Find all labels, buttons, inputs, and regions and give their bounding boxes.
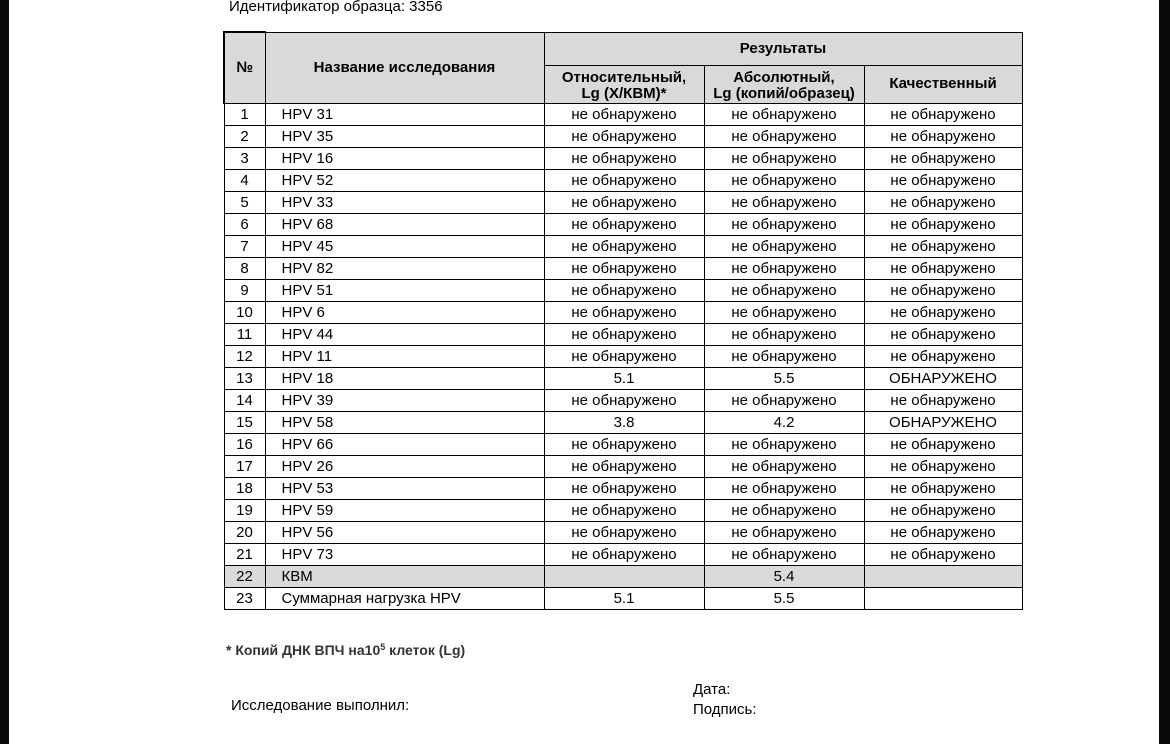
header-absolute (704, 65, 864, 103)
row-num: 1 (224, 103, 265, 125)
row-relative: не обнаружено (544, 279, 704, 301)
row-name: HPV 51 (265, 279, 544, 301)
row-name: HPV 52 (265, 169, 544, 191)
table-row (224, 257, 1022, 279)
row-name: HPV 39 (265, 389, 544, 411)
row-absolute: 5.4 (704, 565, 864, 587)
table-row (224, 455, 1022, 477)
row-absolute: 5.5 (704, 587, 864, 609)
row-relative: не обнаружено (544, 477, 704, 499)
table-body (224, 103, 1022, 609)
row-absolute: не обнаружено (704, 433, 864, 455)
row-relative: не обнаружено (544, 543, 704, 565)
row-num: 5 (224, 191, 265, 213)
row-num: 14 (224, 389, 265, 411)
row-num: 3 (224, 147, 265, 169)
table-row (224, 389, 1022, 411)
row-relative: не обнаружено (544, 345, 704, 367)
row-relative: не обнаружено (544, 521, 704, 543)
row-qualitative: не обнаружено (864, 213, 1022, 235)
row-qualitative: не обнаружено (864, 257, 1022, 279)
sample-id: Идентификатор образца: 3356 (229, 0, 443, 15)
row-qualitative: не обнаружено (864, 345, 1022, 367)
row-name: HPV 26 (265, 455, 544, 477)
row-absolute: не обнаружено (704, 323, 864, 345)
row-relative: не обнаружено (544, 301, 704, 323)
row-name: HPV 82 (265, 257, 544, 279)
header-name: Название исследования (265, 32, 544, 103)
table-row (224, 477, 1022, 499)
table-row (224, 169, 1022, 191)
results-table (223, 31, 1023, 610)
row-absolute: не обнаружено (704, 147, 864, 169)
row-absolute: не обнаружено (704, 455, 864, 477)
row-qualitative: не обнаружено (864, 455, 1022, 477)
row-qualitative: не обнаружено (864, 499, 1022, 521)
row-relative: не обнаружено (544, 125, 704, 147)
row-absolute: не обнаружено (704, 543, 864, 565)
table-row (224, 543, 1022, 565)
row-relative: не обнаружено (544, 499, 704, 521)
row-relative: 5.1 (544, 367, 704, 389)
row-relative: не обнаружено (544, 235, 704, 257)
row-num: 6 (224, 213, 265, 235)
row-name: HPV 45 (265, 235, 544, 257)
row-qualitative: не обнаружено (864, 279, 1022, 301)
row-name: Суммарная нагрузка HPV (265, 587, 544, 609)
row-absolute: не обнаружено (704, 389, 864, 411)
row-num: 9 (224, 279, 265, 301)
row-name: HPV 11 (265, 345, 544, 367)
row-name: HPV 18 (265, 367, 544, 389)
row-relative: не обнаружено (544, 191, 704, 213)
row-absolute: не обнаружено (704, 191, 864, 213)
row-relative: не обнаружено (544, 169, 704, 191)
row-num: 18 (224, 477, 265, 499)
row-relative (544, 565, 704, 587)
row-qualitative: не обнаружено (864, 103, 1022, 125)
row-num: 2 (224, 125, 265, 147)
row-qualitative: не обнаружено (864, 147, 1022, 169)
table-row (224, 499, 1022, 521)
row-absolute: не обнаружено (704, 279, 864, 301)
header-num: № (224, 32, 265, 103)
row-name: HPV 68 (265, 213, 544, 235)
table-row (224, 103, 1022, 125)
header-absolute-unit: Lg (копий/образец) (713, 84, 855, 102)
table-row (224, 147, 1022, 169)
row-num: 13 (224, 367, 265, 389)
header-qualitative: Качественный (864, 65, 1022, 103)
header-relative (544, 65, 704, 103)
header-results: Результаты (544, 32, 1022, 65)
performed-by-label: Исследование выполнил: (231, 697, 410, 714)
table-row (224, 279, 1022, 301)
row-absolute: не обнаружено (704, 103, 864, 125)
table-row (224, 433, 1022, 455)
row-name: КВМ (265, 565, 544, 587)
row-relative: не обнаружено (544, 389, 704, 411)
row-qualitative: не обнаружено (864, 191, 1022, 213)
row-relative: не обнаружено (544, 323, 704, 345)
table-row (224, 191, 1022, 213)
row-name: HPV 16 (265, 147, 544, 169)
row-num: 20 (224, 521, 265, 543)
row-absolute: не обнаружено (704, 213, 864, 235)
footnote (226, 642, 465, 658)
row-absolute: 5.5 (704, 367, 864, 389)
row-qualitative: не обнаружено (864, 521, 1022, 543)
row-qualitative (864, 587, 1022, 609)
row-absolute: 4.2 (704, 411, 864, 433)
row-qualitative: ОБНАРУЖЕНО (864, 367, 1022, 389)
row-num: 15 (224, 411, 265, 433)
row-qualitative: не обнаружено (864, 125, 1022, 147)
table-row (224, 521, 1022, 543)
row-absolute: не обнаружено (704, 169, 864, 191)
row-relative: не обнаружено (544, 147, 704, 169)
row-name: HPV 44 (265, 323, 544, 345)
row-qualitative: не обнаружено (864, 477, 1022, 499)
row-num: 7 (224, 235, 265, 257)
row-name: HPV 31 (265, 103, 544, 125)
row-num: 21 (224, 543, 265, 565)
row-num: 16 (224, 433, 265, 455)
row-name: HPV 56 (265, 521, 544, 543)
row-qualitative: ОБНАРУЖЕНО (864, 411, 1022, 433)
row-relative: 5.1 (544, 587, 704, 609)
row-num: 12 (224, 345, 265, 367)
row-num: 22 (224, 565, 265, 587)
header-relative-unit: Lg (X/КВМ)* (581, 84, 667, 102)
row-relative: не обнаружено (544, 213, 704, 235)
row-qualitative (864, 565, 1022, 587)
row-absolute: не обнаружено (704, 521, 864, 543)
footnote-superscript: 5 (380, 642, 386, 652)
row-name: HPV 53 (265, 477, 544, 499)
header-absolute-label: Абсолютный, (733, 68, 835, 86)
row-qualitative: не обнаружено (864, 389, 1022, 411)
row-absolute: не обнаружено (704, 125, 864, 147)
row-num: 11 (224, 323, 265, 345)
row-qualitative: не обнаружено (864, 433, 1022, 455)
footnote-suffix: клеток (Lg) (385, 642, 466, 658)
row-relative: 3.8 (544, 411, 704, 433)
row-absolute: не обнаружено (704, 257, 864, 279)
row-qualitative: не обнаружено (864, 543, 1022, 565)
table-row (224, 323, 1022, 345)
table-row (224, 587, 1022, 609)
row-absolute: не обнаружено (704, 235, 864, 257)
row-name: HPV 33 (265, 191, 544, 213)
row-qualitative: не обнаружено (864, 323, 1022, 345)
table-row (224, 213, 1022, 235)
row-name: HPV 66 (265, 433, 544, 455)
row-relative: не обнаружено (544, 103, 704, 125)
date-label: Дата: (693, 681, 731, 698)
row-name: HPV 73 (265, 543, 544, 565)
row-absolute: не обнаружено (704, 499, 864, 521)
left-edge (0, 0, 9, 744)
row-qualitative: не обнаружено (864, 169, 1022, 191)
table-row (224, 411, 1022, 433)
row-relative: не обнаружено (544, 455, 704, 477)
row-qualitative: не обнаружено (864, 235, 1022, 257)
table-row (224, 345, 1022, 367)
table-row (224, 301, 1022, 323)
row-num: 8 (224, 257, 265, 279)
row-name: HPV 58 (265, 411, 544, 433)
row-name: HPV 35 (265, 125, 544, 147)
row-qualitative: не обнаружено (864, 301, 1022, 323)
row-num: 10 (224, 301, 265, 323)
header-relative-label: Относительный, (561, 68, 687, 86)
signature-label: Подпись: (693, 701, 757, 718)
table-row (224, 125, 1022, 147)
table-row (224, 367, 1022, 389)
row-absolute: не обнаружено (704, 345, 864, 367)
row-name: HPV 59 (265, 499, 544, 521)
right-edge (1159, 0, 1170, 744)
table-row (224, 235, 1022, 257)
footnote-prefix: * Копий ДНК ВПЧ на10 (226, 642, 381, 658)
row-num: 4 (224, 169, 265, 191)
row-relative: не обнаружено (544, 433, 704, 455)
row-num: 23 (224, 587, 265, 609)
row-relative: не обнаружено (544, 257, 704, 279)
row-name: HPV 6 (265, 301, 544, 323)
row-num: 19 (224, 499, 265, 521)
table-row (224, 565, 1022, 587)
row-absolute: не обнаружено (704, 477, 864, 499)
row-num: 17 (224, 455, 265, 477)
row-absolute: не обнаружено (704, 301, 864, 323)
